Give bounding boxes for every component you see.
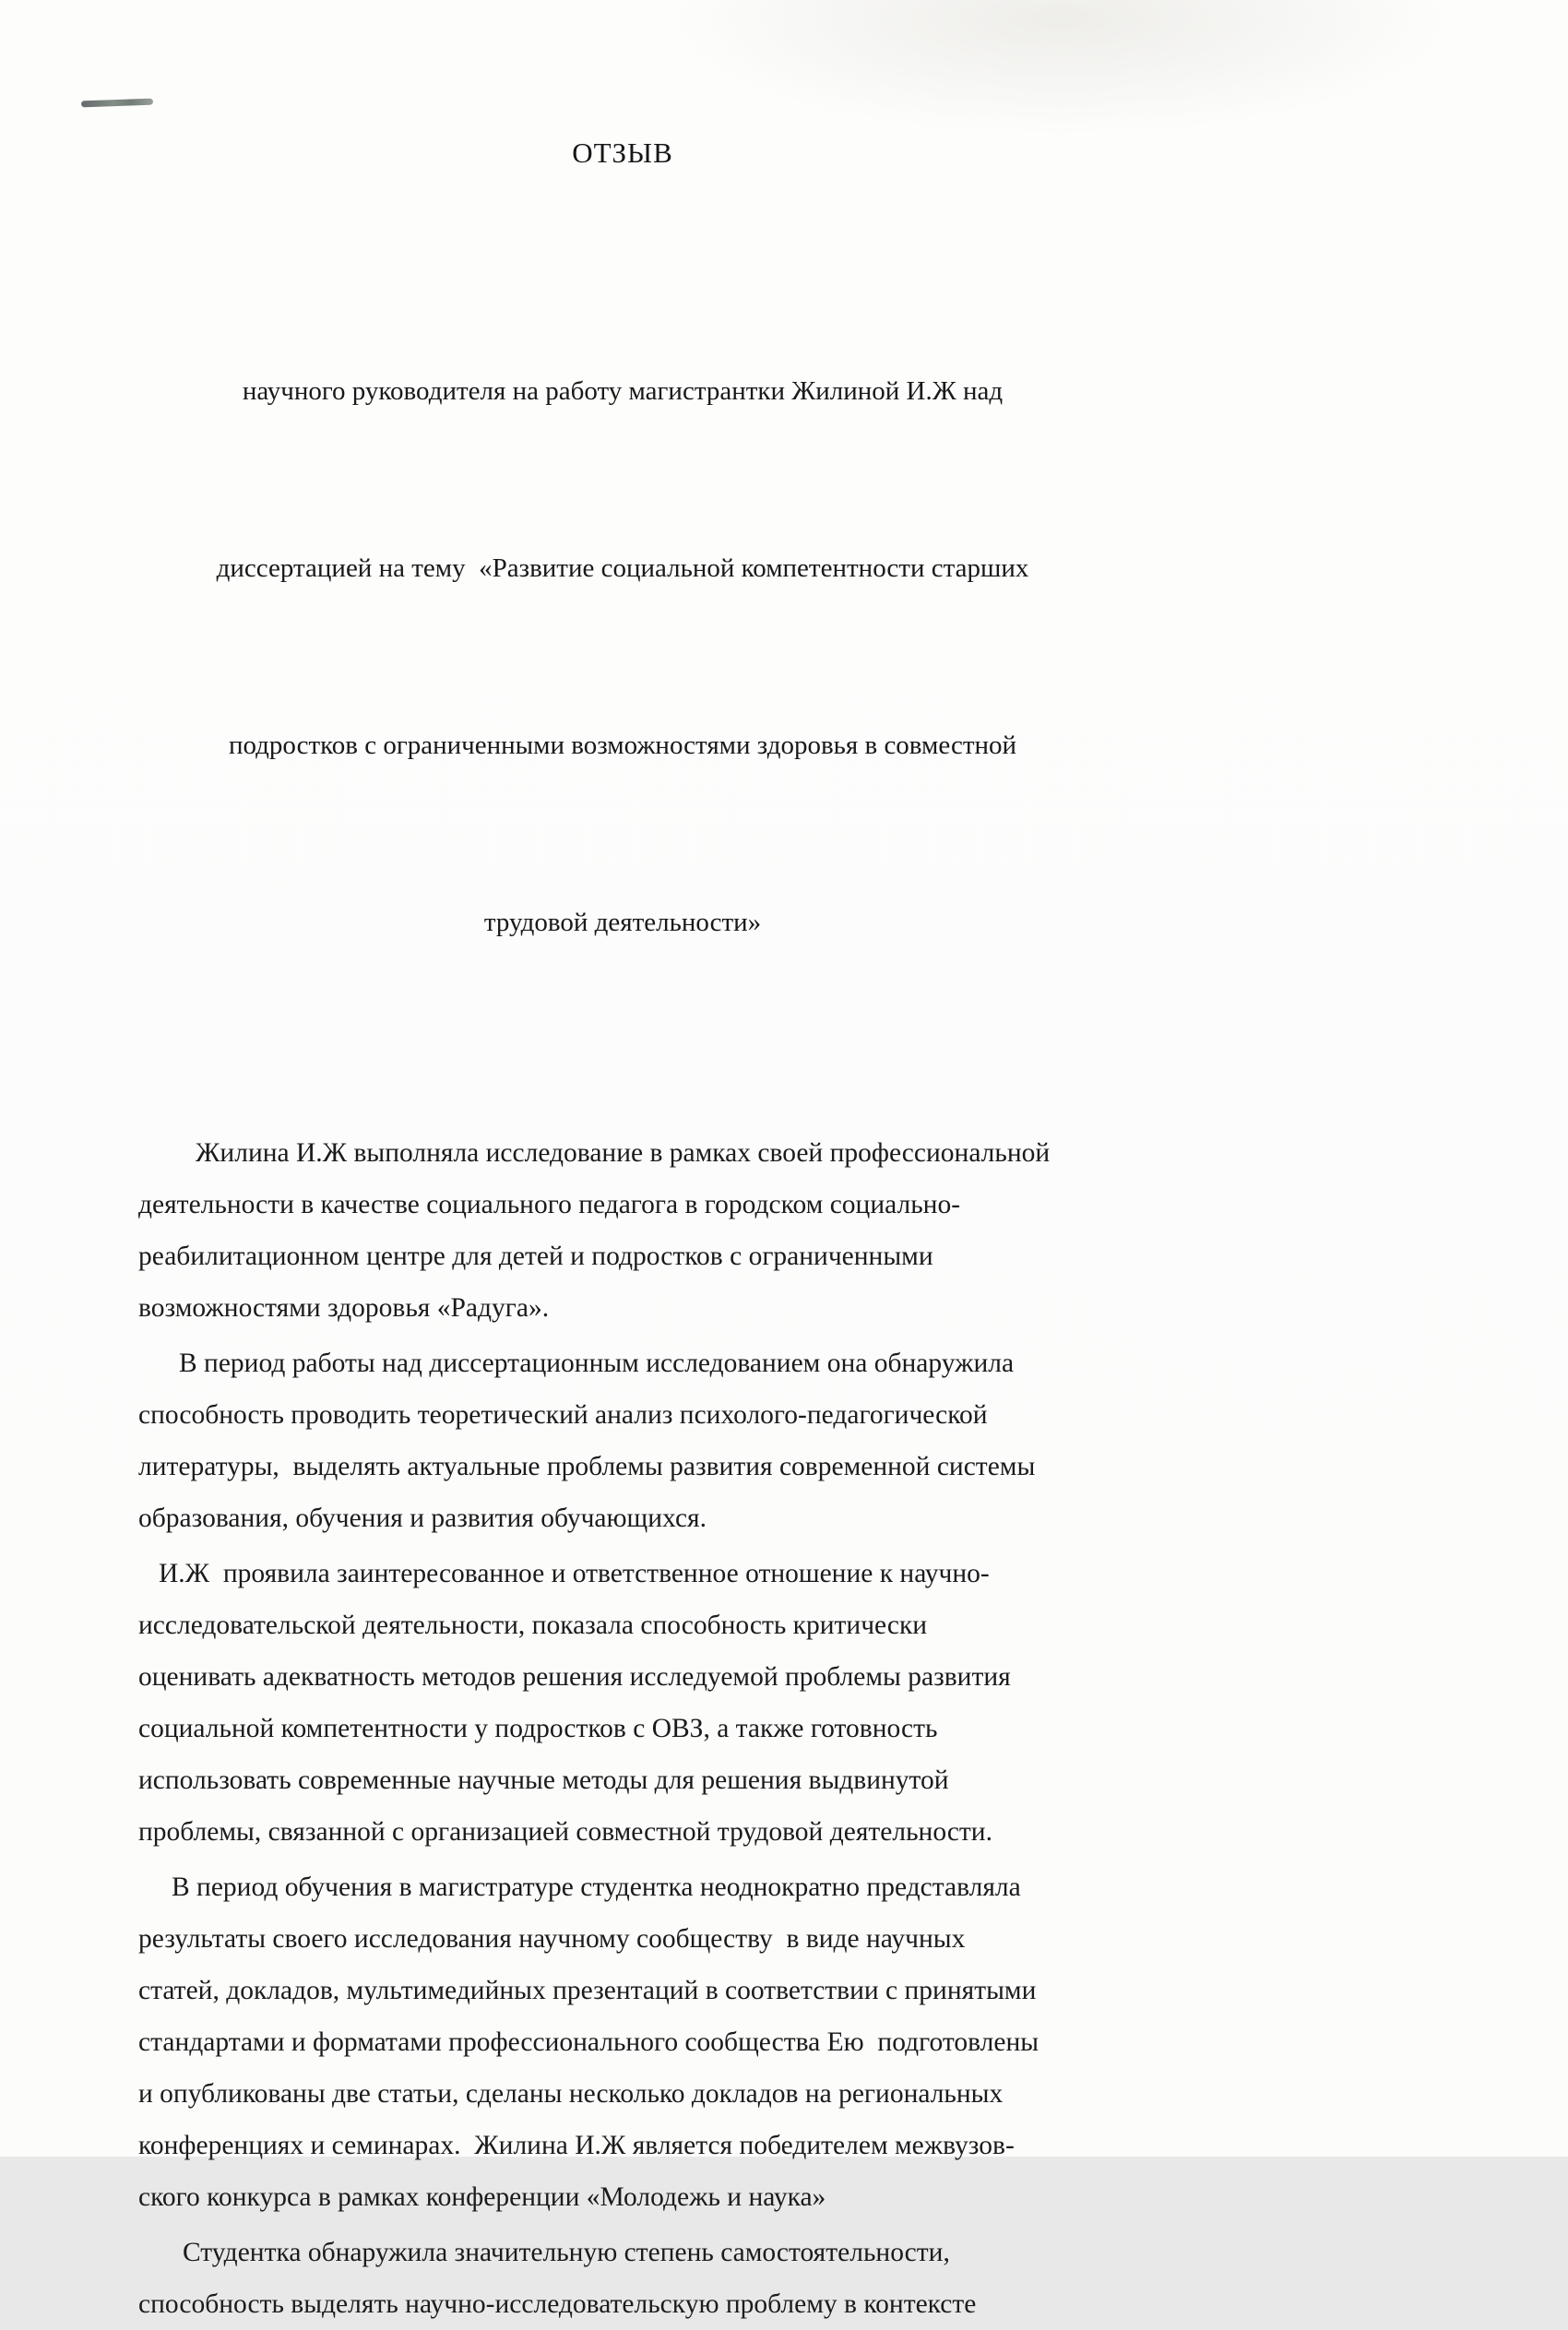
document-title: ОТЗЫВ (572, 137, 673, 169)
text-line: конференциях и семинарах. Жилина И.Ж является победителем межвузов- (138, 2131, 1015, 2160)
text-line: реабилитационном центре для детей и подростков с ограниченными (138, 1242, 933, 1271)
text-line: способность проводить теоретический анализ психолого-педагогической (138, 1400, 988, 1430)
document-body (138, 1127, 1199, 2330)
text-line: возможностями здоровья «Радуга». (138, 1293, 550, 1323)
text-line: литературы, выделять актуальные проблемы развития современной системы (138, 1452, 1036, 1481)
paragraph (138, 1127, 1199, 1334)
text-line: образования, обучения и развития обучающихся. (138, 1504, 707, 1533)
text-line: Жилина И.Ж выполняла исследование в рамках своей профессиональной (196, 1138, 1051, 1168)
subtitle-line: трудовой деятельности» (483, 908, 762, 937)
text-line: деятельности в качестве социального педагога в городском социально- (138, 1190, 961, 1219)
text-line: И.Ж проявила заинтересованное и ответственное отношение к научно- (159, 1559, 990, 1588)
text-line: стандартами и форматами профессионального сообщества Ею подготовлены (138, 2027, 1039, 2057)
paragraph (138, 1337, 1199, 1544)
text-line: проблемы, связанной с организацией совместной трудовой деятельности. (138, 1817, 992, 1847)
text-line: способность выделять научно-исследовательскую проблему в контексте (138, 2289, 977, 2319)
text-line: ского конкурса в рамках конференции «Молодежь и наука» (138, 2182, 826, 2212)
text-line: результаты своего исследования научному сообществу в виде научных (138, 1924, 966, 1954)
paragraph (138, 1548, 1199, 1858)
text-line: Студентка обнаружила значительную степень самостоятельности, (183, 2238, 950, 2267)
subtitle-line: диссертацией на тему «Развитие социальной компетентности старших (216, 553, 1029, 583)
text-line: и опубликованы две статьи, сделаны несколько докладов на региональных (138, 2079, 1004, 2109)
subtitle-line: подростков с ограниченными возможностями здоровья в совместной (228, 731, 1017, 760)
text-line: исследовательской деятельности, показала способность критически (138, 1611, 928, 1640)
staple-mark (81, 99, 153, 108)
subtitle-line: научного руководителя на работу магистрантки Жилиной И.Ж над (242, 376, 1004, 406)
text-line: статей, докладов, мультимедийных презентаций в соответствии с принятыми (138, 1976, 1037, 2005)
text-line: оценивать адекватность методов решения исследуемой проблемы развития (138, 1662, 1011, 1692)
text-line: использовать современные научные методы для решения выдвинутой (138, 1765, 949, 1795)
document-subtitle (148, 192, 1098, 1033)
text-line: социальной компетентности у подростков с ОВЗ, а также готовность (138, 1714, 938, 1743)
paragraph (138, 1861, 1199, 2223)
text-line: В период работы над диссертационным исследованием она обнаружила (179, 1349, 1015, 1378)
paragraph (138, 2227, 1199, 2330)
text-line: В период обучения в магистратуре студентка неоднократно представляла (172, 1872, 1021, 1902)
